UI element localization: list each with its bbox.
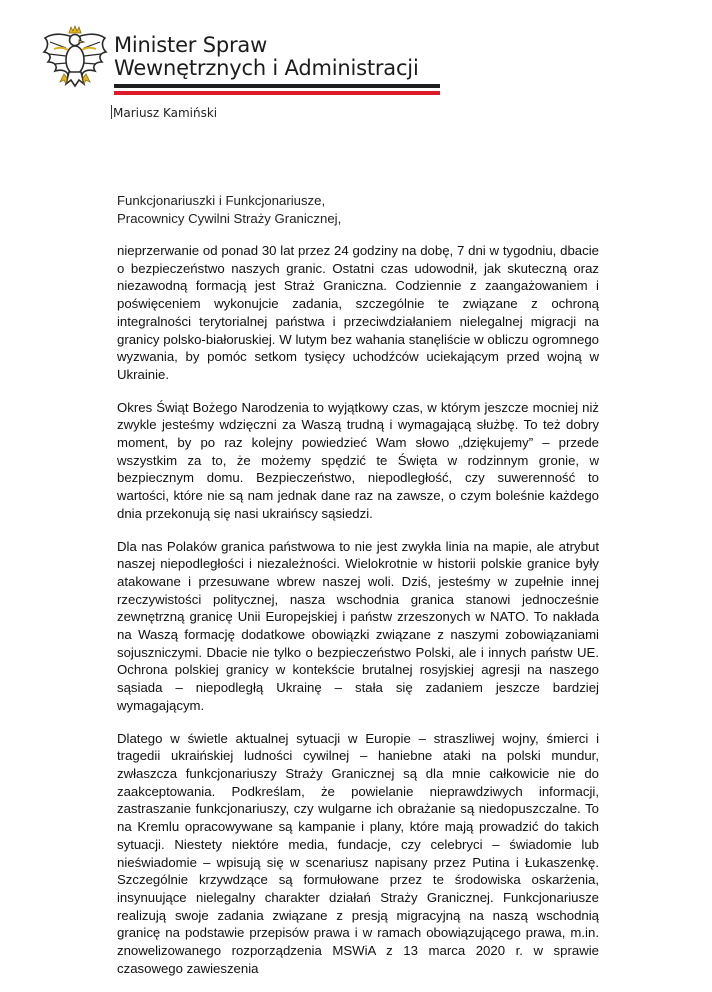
letterhead — [40, 22, 420, 102]
paragraph-1: nieprzerwanie od ponad 30 lat przez 24 godziny na dobę, 7 dni w tygodniu, dbacie o bezpieczeństwo naszych granic. Ostatni czas udowodnił, jak skuteczną oraz niezawodną formacją jest Straż Graniczna. Codziennie z zaangażowaniem i poświęceniem wykonujcie zadania, szczególnie te związane z ochroną integralności terytorialnej państwa i przeciwdziałaniem nielegalnej migracji na granicy polsko-białoruskiej. W lutym bez wahania stanęliście w obliczu ogromnego wyzwania, by pomóc setkom tysięcy uchodźców uciekającym przed wojną w Ukrainie. — [117, 243, 599, 382]
paragraph-3: Dla nas Polaków granica państwowa to nie jest zwykła linia na mapie, ale atrybut naszej niepodległości i niezależności. Wielokrotnie w historii polskie granice były atakowane i przesuwane wbrew naszej woli. Dziś, jesteśmy w zupełnie innej rzeczywistości politycznej, nasza wschodnia granica stanowi jednocześnie zewnętrzną granicę Unii Europejskiej i państw zrzeszonych w NATO. To nakłada na Waszą formację dodatkowe obowiązki związane z naszymi zobowiązaniami sojuszniczymi. Dbacie nie tylko o bezpieczeństwo Polski, ale i innych państw UE. Ochrona polskiej granicy w kontekście brutalnej rosyjskiej agresji na naszego sąsiada – niepodległą Ukrainę – stała się zadaniem jeszcze bardziej wymagającym. — [117, 538, 599, 713]
paragraph-4: Dlatego w świetle aktualnej sytuacji w Europie – straszliwej wojny, śmierci i tragedii ukraińskiej ludności cywilnej – haniebne ataki na polski mundur, zwłaszcza funkcjonariuszy Straży Granicznej są dla mnie całkowicie nie do zaakceptowania. Podkreślam, że powielanie nieprawdziwych informacji, zastraszanie funkcjonariuszy, czy wulgarne ich obrażanie są niedopuszczalne. To na Kremlu opracowywane są kampanie i plany, które mają prowadzić do takich sytuacji. Niestety niektóre media, fundacje, czy celebryci – świadomie lub nieświadomie – wpisują się w scenariusz napisany przez Putina i Łukaszenkę. Szczególnie krzywdzące są formułowane przez te środowiska oskarżenia, insynuujące nielegalny charakter działań Straży Granicznej. Funkcjonariusze realizują swoje zadania związane z presją migracyjną na naszą wschodnią granicę na podstawie przepisów prawa i w ramach obowiązującego prawa, m.in. znowelizowanego rozporządzenia MSWiA z 13 marca 2020 r. w sprawie czasowego zawieszenia — [117, 730, 599, 976]
header-rule-red — [114, 91, 440, 95]
signer-name: Mariusz Kamiński — [113, 106, 218, 120]
ministry-name — [114, 34, 419, 80]
letter-body — [117, 242, 599, 992]
salutation-line2: Pracownicy Cywilni Straży Granicznej, — [117, 211, 342, 226]
header-rule-black — [114, 84, 440, 88]
text-cursor — [111, 105, 112, 119]
salutation-line1: Funkcjonariuszki i Funkcjonariusze, — [117, 193, 326, 208]
polish-eagle-emblem-icon — [40, 22, 110, 98]
salutation — [117, 192, 597, 228]
ministry-name-line1: Minister Spraw — [114, 33, 268, 57]
ministry-name-line2: Wewnętrznych i Administracji — [114, 56, 419, 80]
paragraph-2: Okres Świąt Bożego Narodzenia to wyjątkowy czas, w którym jeszcze mocniej niż zwykle jesteśmy wdzięczni za Waszą trudną i wymagającą służbę. To też dobry moment, by po raz kolejny powiedzieć Wam słowo „dziękujemy” – przede wszystkim za to, że możemy spędzić te Święta w rodzinnym gronie, w bezpiecznym domu. Bezpieczeństwo, niepodległość, czy suwerenność to wartości, które nie są nam jednak dane raz na zawsze, o czym boleśnie każdego dnia przekonują się nasi ukraińscy sąsiedzi. — [117, 399, 599, 521]
